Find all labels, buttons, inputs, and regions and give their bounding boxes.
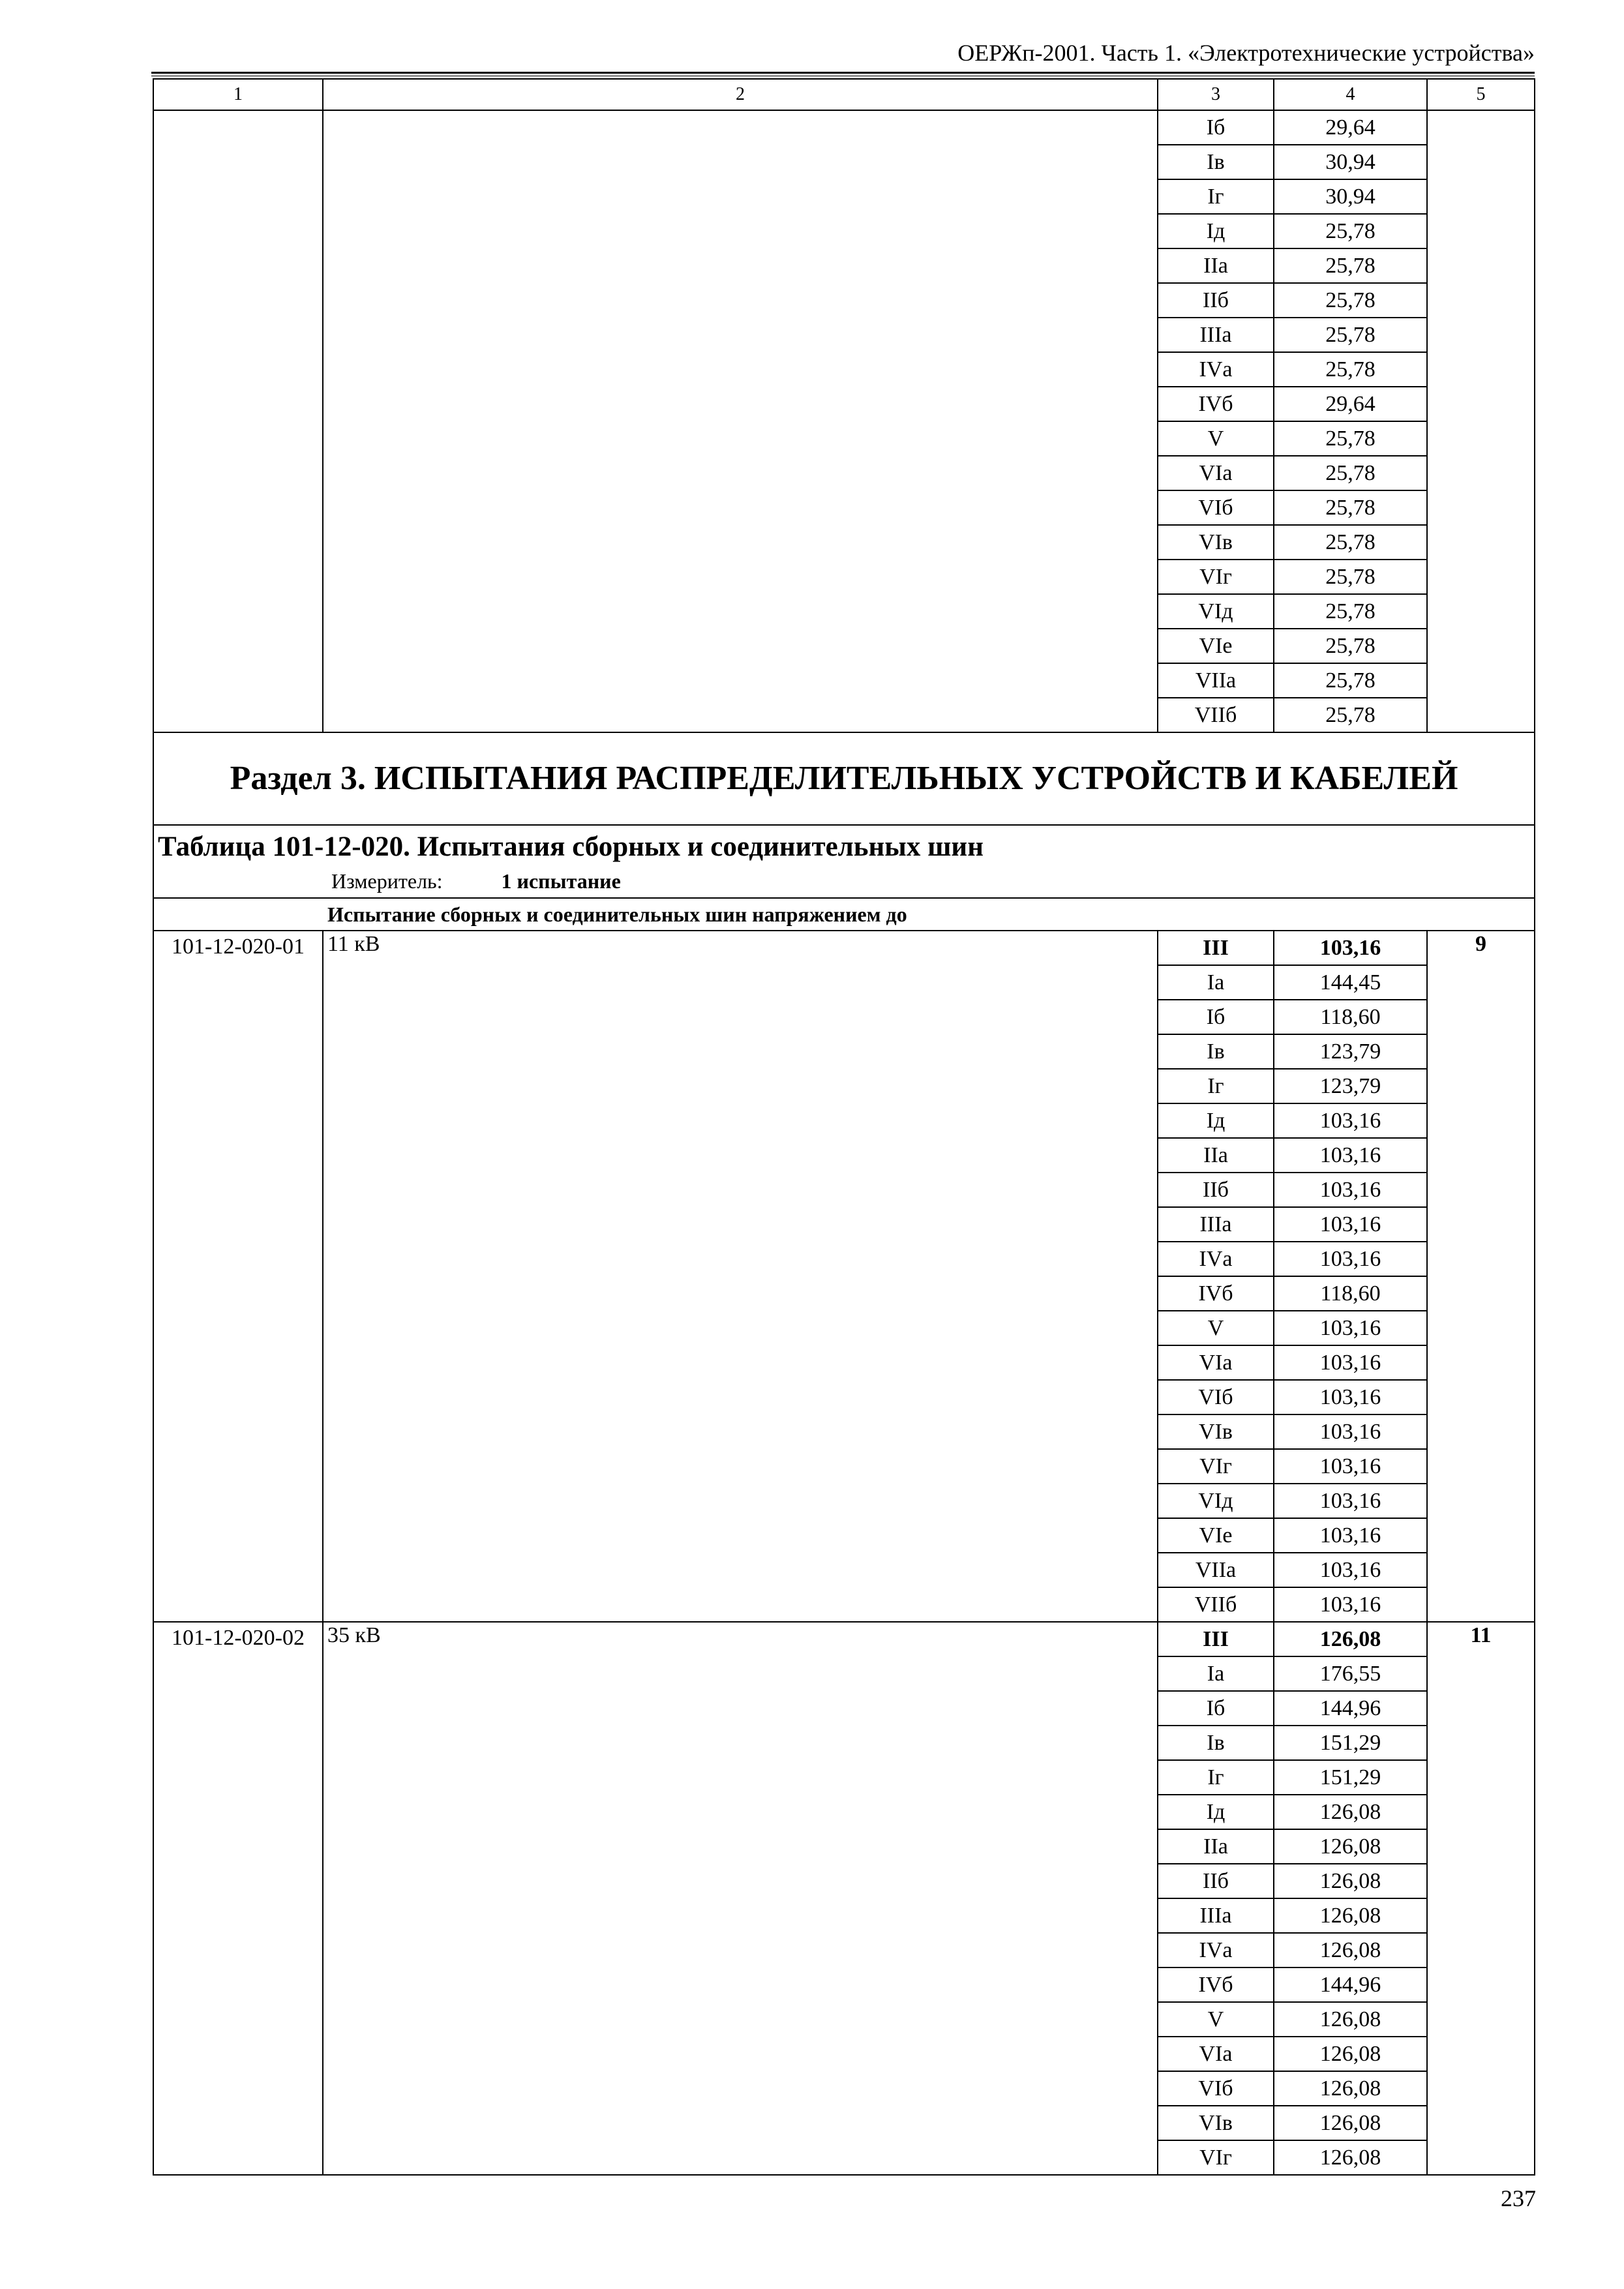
page-number: 237 <box>1501 2185 1536 2211</box>
meter-label: Измеритель: <box>331 869 443 893</box>
value-cell: 103,16 <box>1274 1345 1427 1380</box>
section-row <box>153 732 1535 825</box>
zone-cell: IIа <box>1158 1138 1274 1173</box>
zone-cell: III <box>1158 931 1274 965</box>
zone-cell: VIIб <box>1158 698 1274 732</box>
value-cell: 103,16 <box>1274 1138 1427 1173</box>
zone-cell: III <box>1158 1622 1274 1656</box>
zone-cell: VIа <box>1158 2037 1274 2071</box>
rates-table-body <box>153 79 1535 2175</box>
subheading: Испытание сборных и соединительных шин напряжением до <box>153 898 1535 931</box>
value-cell: 103,16 <box>1274 1449 1427 1484</box>
zone-cell: Iд <box>1158 1103 1274 1138</box>
zone-cell: IIа <box>1158 1829 1274 1864</box>
value-cell: 126,08 <box>1274 1795 1427 1829</box>
rate-name <box>323 110 1158 732</box>
section-title: Раздел 3. ИСПЫТАНИЯ РАСПРЕДЕЛИТЕЛЬНЫХ УСТРОЙСТВ И КАБЕЛЕЙ <box>153 732 1535 825</box>
rate-code <box>153 110 323 732</box>
value-cell: 25,78 <box>1274 629 1427 663</box>
zone-cell: VIIа <box>1158 1553 1274 1587</box>
value-cell: 103,16 <box>1274 1242 1427 1276</box>
value-cell: 126,08 <box>1274 1622 1427 1656</box>
value-cell: 118,60 <box>1274 1276 1427 1311</box>
value-cell: 103,16 <box>1274 1207 1427 1242</box>
value-cell: 25,78 <box>1274 283 1427 318</box>
value-cell: 126,08 <box>1274 1898 1427 1933</box>
zone-cell: Iв <box>1158 1726 1274 1760</box>
rate-code: 101-12-020-02 <box>153 1622 323 2175</box>
value-cell: 103,16 <box>1274 931 1427 965</box>
column-number: 5 <box>1427 79 1535 110</box>
value-cell: 123,79 <box>1274 1034 1427 1069</box>
zone-cell: VIг <box>1158 2140 1274 2175</box>
table-row <box>153 1622 1535 1656</box>
zone-cell: VIд <box>1158 1484 1274 1518</box>
zone-cell: VIа <box>1158 1345 1274 1380</box>
subheading-row <box>153 898 1535 931</box>
value-cell: 103,16 <box>1274 1103 1427 1138</box>
zone-cell: VIв <box>1158 525 1274 560</box>
value-cell: 103,16 <box>1274 1414 1427 1449</box>
value-cell: 126,08 <box>1274 2071 1427 2106</box>
zone-cell: V <box>1158 421 1274 456</box>
rate-col5 <box>1427 110 1535 732</box>
zone-cell: Iг <box>1158 179 1274 214</box>
value-cell: 118,60 <box>1274 1000 1427 1034</box>
rate-code: 101-12-020-01 <box>153 931 323 1622</box>
rate-name: 11 кВ <box>323 931 1158 1622</box>
zone-cell: Iб <box>1158 1691 1274 1726</box>
zone-cell: VIг <box>1158 1449 1274 1484</box>
zone-cell: VIе <box>1158 1518 1274 1553</box>
value-cell: 151,29 <box>1274 1726 1427 1760</box>
value-cell: 103,16 <box>1274 1311 1427 1345</box>
zone-cell: Iа <box>1158 1656 1274 1691</box>
value-cell: 25,78 <box>1274 490 1427 525</box>
zone-cell: V <box>1158 2002 1274 2037</box>
zone-cell: IIб <box>1158 283 1274 318</box>
zone-cell: IIа <box>1158 248 1274 283</box>
zone-cell: VIа <box>1158 456 1274 490</box>
zone-cell: IIIа <box>1158 1207 1274 1242</box>
zone-cell: Iд <box>1158 214 1274 248</box>
zone-cell: Iб <box>1158 1000 1274 1034</box>
value-cell: 25,78 <box>1274 560 1427 594</box>
column-number: 2 <box>323 79 1158 110</box>
zone-cell: IIб <box>1158 1173 1274 1207</box>
value-cell: 25,78 <box>1274 421 1427 456</box>
column-number-row <box>153 79 1535 110</box>
zone-cell: VIб <box>1158 1380 1274 1414</box>
header-rule <box>151 72 1535 74</box>
rate-col5: 11 <box>1427 1622 1535 2175</box>
zone-cell: VIе <box>1158 629 1274 663</box>
value-cell: 176,55 <box>1274 1656 1427 1691</box>
meter-value: 1 испытание <box>501 869 621 893</box>
table-row <box>153 931 1535 965</box>
rate-col5: 9 <box>1427 931 1535 1622</box>
value-cell: 126,08 <box>1274 2037 1427 2071</box>
zone-cell: IIб <box>1158 1864 1274 1898</box>
value-cell: 103,16 <box>1274 1173 1427 1207</box>
value-cell: 25,78 <box>1274 456 1427 490</box>
zone-cell: IVб <box>1158 1967 1274 2002</box>
zone-cell: VIб <box>1158 490 1274 525</box>
value-cell: 25,78 <box>1274 318 1427 352</box>
value-cell: 151,29 <box>1274 1760 1427 1795</box>
column-number: 1 <box>153 79 323 110</box>
value-cell: 126,08 <box>1274 1933 1427 1967</box>
table-title-cell <box>153 825 1535 898</box>
zone-cell: VIIб <box>1158 1587 1274 1622</box>
value-cell: 144,45 <box>1274 965 1427 1000</box>
value-cell: 30,94 <box>1274 145 1427 179</box>
zone-cell: VIв <box>1158 1414 1274 1449</box>
value-cell: 103,16 <box>1274 1380 1427 1414</box>
column-number: 4 <box>1274 79 1427 110</box>
zone-cell: Iд <box>1158 1795 1274 1829</box>
value-cell: 29,64 <box>1274 387 1427 421</box>
value-cell: 25,78 <box>1274 248 1427 283</box>
zone-cell: Iб <box>1158 110 1274 145</box>
value-cell: 123,79 <box>1274 1069 1427 1103</box>
table-title: Таблица 101-12-020. Испытания сборных и соединительных шин <box>158 831 984 862</box>
table-title-row <box>153 825 1535 898</box>
zone-cell: VIб <box>1158 2071 1274 2106</box>
value-cell: 144,96 <box>1274 1691 1427 1726</box>
zone-cell: IVа <box>1158 352 1274 387</box>
zone-cell: VIIа <box>1158 663 1274 698</box>
zone-cell: Iв <box>1158 1034 1274 1069</box>
rates-table <box>153 78 1535 2176</box>
value-cell: 126,08 <box>1274 2106 1427 2140</box>
value-cell: 25,78 <box>1274 594 1427 629</box>
zone-cell: Iг <box>1158 1760 1274 1795</box>
meter-line <box>331 869 1530 893</box>
value-cell: 126,08 <box>1274 2140 1427 2175</box>
value-cell: 25,78 <box>1274 663 1427 698</box>
zone-cell: Iг <box>1158 1069 1274 1103</box>
zone-cell: VIв <box>1158 2106 1274 2140</box>
zone-cell: IVа <box>1158 1933 1274 1967</box>
value-cell: 25,78 <box>1274 698 1427 732</box>
value-cell: 126,08 <box>1274 1864 1427 1898</box>
value-cell: 103,16 <box>1274 1553 1427 1587</box>
value-cell: 29,64 <box>1274 110 1427 145</box>
zone-cell: IIIа <box>1158 318 1274 352</box>
value-cell: 144,96 <box>1274 1967 1427 2002</box>
zone-cell: VIд <box>1158 594 1274 629</box>
zone-cell: VIг <box>1158 560 1274 594</box>
running-header: ОЕРЖп-2001. Часть 1. «Электротехнические устройства» <box>957 40 1535 66</box>
value-cell: 126,08 <box>1274 1829 1427 1864</box>
value-cell: 25,78 <box>1274 525 1427 560</box>
value-cell: 25,78 <box>1274 352 1427 387</box>
value-cell: 126,08 <box>1274 2002 1427 2037</box>
column-number: 3 <box>1158 79 1274 110</box>
value-cell: 103,16 <box>1274 1587 1427 1622</box>
zone-cell: IIIа <box>1158 1898 1274 1933</box>
zone-cell: IVб <box>1158 1276 1274 1311</box>
zone-cell: IVб <box>1158 387 1274 421</box>
zone-cell: Iа <box>1158 965 1274 1000</box>
value-cell: 103,16 <box>1274 1518 1427 1553</box>
zone-cell: V <box>1158 1311 1274 1345</box>
value-cell: 30,94 <box>1274 179 1427 214</box>
rate-name: 35 кВ <box>323 1622 1158 2175</box>
zone-cell: IVа <box>1158 1242 1274 1276</box>
value-cell: 25,78 <box>1274 214 1427 248</box>
value-cell: 103,16 <box>1274 1484 1427 1518</box>
table-row <box>153 110 1535 145</box>
zone-cell: Iв <box>1158 145 1274 179</box>
